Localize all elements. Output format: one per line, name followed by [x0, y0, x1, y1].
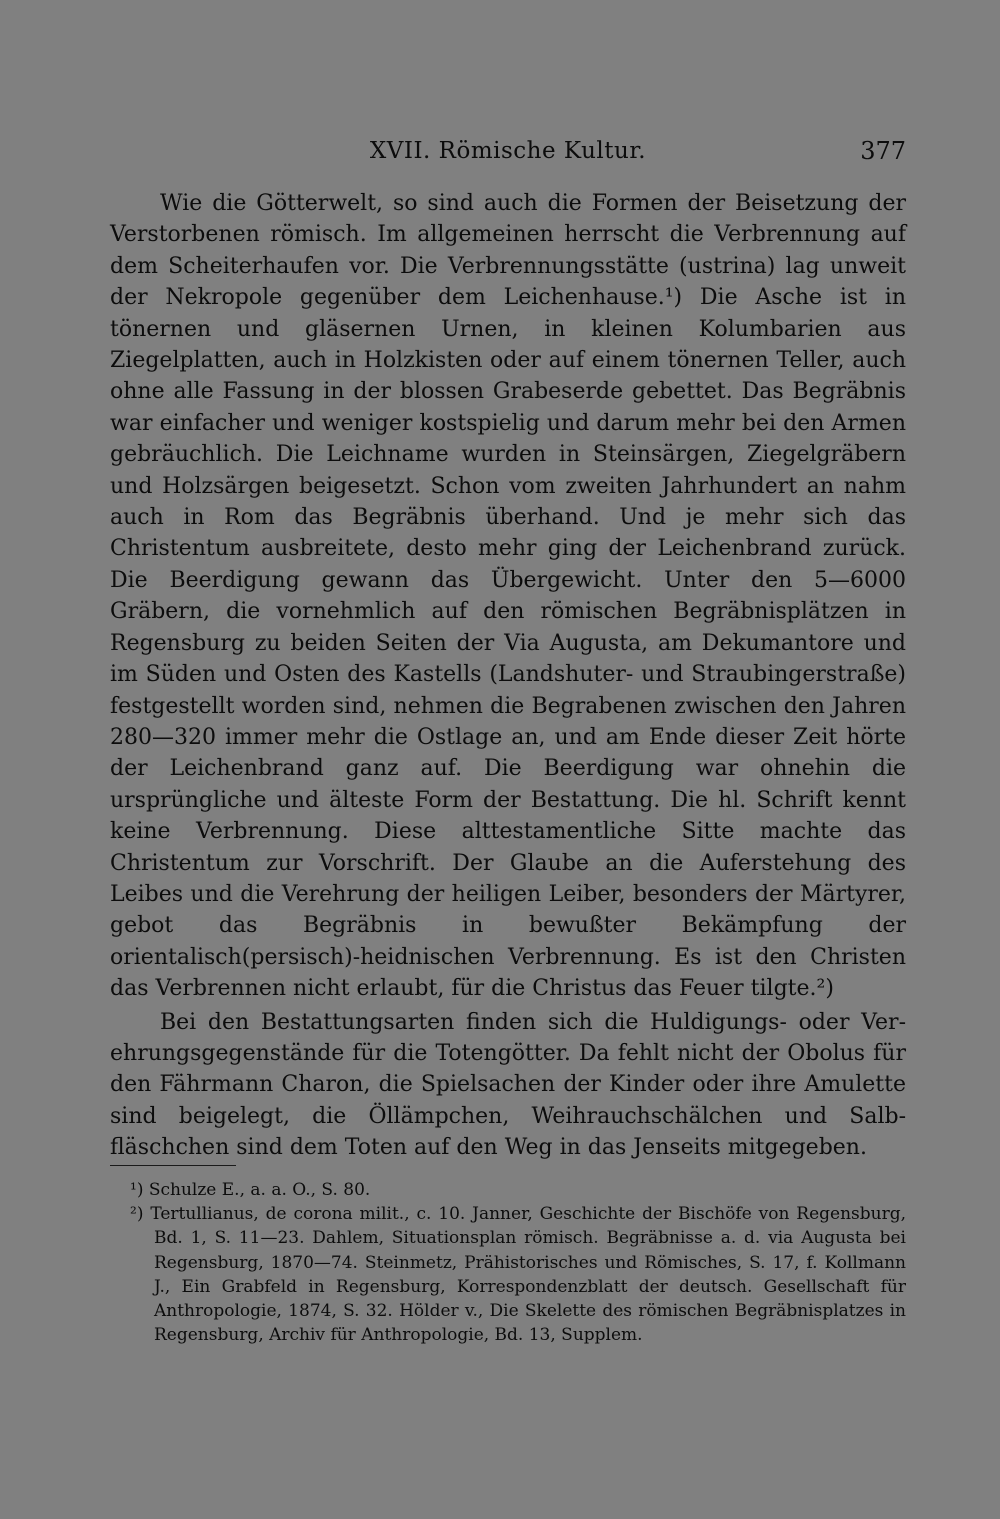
footnotes: [110, 1178, 906, 1347]
footnote-2: ²) Tertullianus, de corona milit., c. 10. Janner, Geschichte der Bischöfe von Regensburg, Bd. 1, S. 11—23. Dahlem, Situationsplan römisch. Begräbnisse a. d. via Augusta bei Regensburg, 1870—74. Steinmetz, Prähistorisches und Römisches, S. 17, f. Kollmann J., Ein Grabfeld in Regensburg, Korrespondenzblatt der deutsch. Gesellschaft für Anthropologie, 1874, S. 32. Hölder v., Die Skelette des römischen Begräbnisplatzes in Regensburg, Archiv für Anthropologie, Bd. 13, Supplem.: [130, 1204, 906, 1346]
footnote-divider: [110, 1165, 236, 1166]
chapter-title: XVII. Römische Kultur.: [369, 138, 647, 164]
paragraph-grave-goods: Bei den Bestattungsarten finden sich die Huldigungs- oder Verehrungsgegenstände für die Totengötter. Da fehlt nicht der Obolus für den Fährmann Charon, die Spielsachen der Kinder oder ihre Amulette sind beigelegt, die Öllämpchen, Weihrauchschälchen und Salbfläschchen sind dem Toten auf den Weg in das Jenseits mitgegeben.: [110, 1009, 906, 1161]
footnote-1: ¹) Schulze E., a. a. O., S. 80.: [130, 1180, 371, 1200]
page-number: 377: [860, 137, 906, 165]
paragraph-burial-forms: Wie die Götterwelt, so sind auch die Formen der Beisetzung der Verstorbenen römisch. Im allgemeinen herrscht die Verbrennung auf dem Scheiterhaufen vor. Die Verbrennungsstätte (ustrina) lag unweit der Nekropole gegenüber dem Leichenhause.¹) Die Asche ist in tönernen und gläsernen Urnen, in kleinen Kolumbarien aus Ziegelplatten, auch in Holzkisten oder auf einem tönernen Teller, auch ohne alle Fassung in der blossen Grabeserde gebettet. Das Begräbnis war einfacher und weniger kostspielig und darum mehr bei den Armen gebräuchlich. Die Leichname wurden in Steinsärgen, Ziegelgräbern und Holzsärgen beigesetzt. Schon vom zweiten Jahrhundert an nahm auch in Rom das Begräbnis überhand. Und je mehr sich das Christentum ausbreitete, desto mehr ging der Leichenbrand zurück. Die Beerdigung gewann das Übergewicht. Unter den 5—6000 Gräbern, die vornehmlich auf den römischen Begräbnisplätzen in Regensburg zu beiden Seiten der Via Augusta, am Dekumantore und im Süden und Osten des Kastells (Landshuter- und Straubingerstraße) festgestellt worden sind, nehmen die Begrabenen zwischen den Jahren 280—320 immer mehr die Ostlage an, und am Ende dieser Zeit hörte der Leichenbrand ganz auf. Die Beerdigung war ohnehin die ursprüngliche und älteste Form der Bestattung. Die hl. Schrift kennt keine Verbrennung. Diese alttestamentliche Sitte machte das Christentum zur Vorschrift. Der Glaube an die Auferstehung des Leibes und die Verehrung der heiligen Leiber, besonders der Märtyrer, gebot das Begräbnis in bewußter Bekämpfung der orientalisch(persisch)-heidnischen Verbrennung. Es ist den Christen das Verbrennen nicht erlaubt, für die Christus das Feuer tilgte.²): [110, 191, 906, 1002]
running-head: [110, 134, 906, 168]
body-text: [110, 188, 906, 1164]
